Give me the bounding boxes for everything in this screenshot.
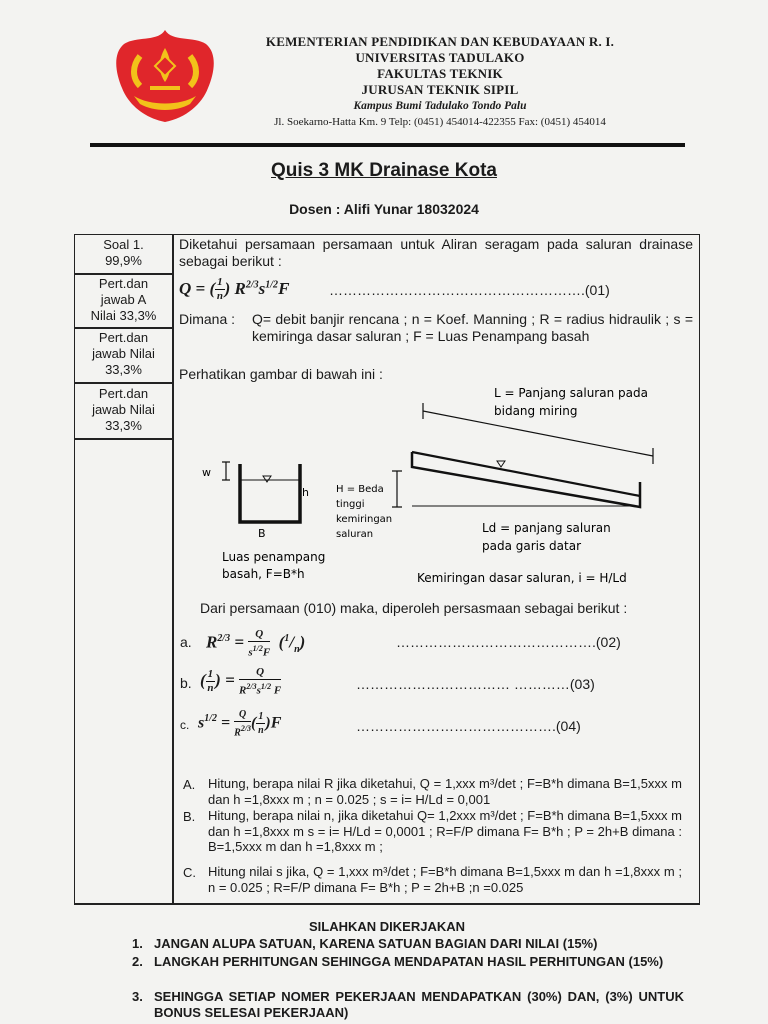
cell-line: Soal 1. bbox=[103, 237, 144, 252]
equation-02: a. $R^{2/3}$ = $\frac{Q}{s^{1/2}F}$ $(^1/_n)$ …………………………………….(02) bbox=[180, 628, 621, 659]
left-cell-b bbox=[74, 330, 173, 378]
eq02-label: a. bbox=[180, 634, 192, 650]
figure-b-label: B bbox=[258, 527, 266, 540]
instructions-heading: SILAHKAN DIKERJAKAN bbox=[308, 919, 465, 934]
row-divider bbox=[74, 438, 173, 440]
intro-text: Diketahui persamaan persamaan untuk Aliran seragam pada saluran drainase sebagai berikut : bbox=[179, 236, 693, 269]
row-divider bbox=[74, 273, 173, 275]
channel-figure bbox=[180, 384, 680, 594]
instruction-num: 2. bbox=[132, 954, 143, 969]
lecturer-line: Dosen : Alifi Yunar 18032024 bbox=[289, 201, 479, 217]
eq04-label: c. bbox=[180, 718, 190, 732]
equation-01: Q = ( $\frac{1}{n}$ ) $R^{2/3}s^{1/2}F$ ……………………………………………….(01) bbox=[179, 276, 610, 303]
letterhead-divider bbox=[90, 143, 685, 147]
cell-line: jawab Nilai bbox=[92, 346, 155, 361]
table-bottom-border bbox=[74, 903, 700, 905]
university-logo bbox=[110, 26, 220, 126]
letterhead bbox=[220, 34, 660, 130]
question-b-label: B. bbox=[183, 809, 196, 824]
figure-ld-1: Ld = panjang saluran bbox=[482, 521, 611, 535]
page-title: Quis 3 MK Drainase Kota bbox=[271, 160, 497, 181]
figure-h-label: h bbox=[302, 486, 309, 499]
figure-beda-4: saluran bbox=[336, 529, 374, 540]
cell-line: 33,3% bbox=[105, 418, 142, 433]
derived-intro: Dari persamaan (010) maka, diperoleh persasmaan sebagai berikut : bbox=[200, 600, 628, 616]
ministry-name: KEMENTERIAN PENDIDIKAN DAN KEBUDAYAAN R. I. bbox=[265, 34, 615, 49]
equation-01-ref: ……………………………………………….(01) bbox=[329, 282, 610, 298]
eq03-ref: …………………………… …………(03) bbox=[356, 676, 595, 692]
equation-03: b. ( $\frac{1}{n}$ ) = $\frac{Q}{R^{2/3}s^{1/2} F}$ …………………………… …………(03) bbox=[180, 666, 595, 697]
row-divider bbox=[74, 327, 173, 329]
cell-line: Pert.dan bbox=[98, 276, 149, 291]
figure-l-2: bidang miring bbox=[494, 404, 578, 418]
figure-kemiringan: Kemiringan dasar saluran, i = H/Ld bbox=[417, 571, 627, 585]
address-line: Jl. Soekarno-Hatta Km. 9 Telp: (0451) 454014-422355 Fax: (0451) 454014 bbox=[274, 116, 606, 128]
university-name: UNIVERSITAS TADULAKO bbox=[355, 50, 525, 65]
left-cell-a bbox=[74, 276, 173, 324]
figure-l-1: L = Panjang saluran pada bbox=[494, 386, 648, 400]
instruction-2: LANGKAH PERHITUNGAN SEHINGGA MENDAPATAN HASIL PERHITUNGAN (15%) bbox=[154, 954, 664, 969]
question-a-label: A. bbox=[183, 777, 196, 792]
perhatikan-text: Perhatikan gambar di bawah ini : bbox=[179, 366, 383, 382]
instruction-3: SEHINGGA SETIAP NOMER PEKERJAAN MENDAPATKAN (30%) DAN, (3%) UNTUK BONUS SELESAI PEKERJAAN) bbox=[154, 989, 684, 1020]
dimana-text: Q= debit banjir rencana ; n = Koef. Manning ; R = radius hidraulik ; s = kemiringa dasar saluran ; F = Luas Penampang basah bbox=[252, 311, 693, 344]
eq02-ref: …………………………………….(02) bbox=[396, 634, 621, 650]
figure-w-label: w bbox=[202, 466, 211, 479]
cell-line: 99,9% bbox=[105, 253, 142, 268]
cell-line: 33,3% bbox=[105, 362, 142, 377]
campus-name: Kampus Bumi Tadulako Tondo Palu bbox=[353, 100, 527, 112]
figure-beda-3: kemiringan bbox=[336, 514, 393, 525]
instruction-1: JANGAN ALUPA SATUAN, KARENA SATUAN BAGIAN DARI NILAI (15%) bbox=[154, 936, 598, 951]
cell-line: Pert.dan bbox=[98, 330, 149, 345]
cell-line: jawab Nilai bbox=[92, 402, 155, 417]
figure-beda-1: H = Beda bbox=[336, 484, 384, 495]
cell-line: Nilai 33,3% bbox=[90, 308, 157, 323]
dimana-label: Dimana : bbox=[179, 311, 236, 327]
left-cell-c bbox=[74, 386, 173, 434]
cell-line: Pert.dan bbox=[98, 386, 149, 401]
equation-04: c. $s^{1/2}$ = $\frac{Q}{R^{2/3}}$ ( $\frac{1}{n}$ )F …………………………………….(04) bbox=[180, 709, 581, 739]
question-c-label: C. bbox=[183, 865, 196, 880]
eq03-label: b. bbox=[180, 675, 192, 691]
figure-beda-2: tinggi bbox=[336, 499, 365, 510]
cell-line: jawab A bbox=[100, 292, 147, 307]
row-divider bbox=[74, 382, 173, 384]
figure-luas-1: Luas penampang bbox=[222, 550, 326, 564]
question-b-text: Hitung, berapa nilai n, jika diketahui Q= 1,2xxx m³/det ; F=B*h dimana B=1,5xxx m dan h =1,8xxx m s = i= H/Ld = 0,0001 ; R=F/P dimana F= B*h ; P = 2h+B dimana : B=1,5xxx m dan h =1,8xxx m ; bbox=[208, 808, 682, 854]
question-a-text: Hitung, berapa nilai R jika diketahui, Q = 1,xxx m³/det ; F=B*h dimana B=1,5xxx m dan h =1,8xxx m ; n = 0.025 ; s = i= H/Ld = 0,001 bbox=[208, 776, 682, 807]
figure-luas-2: basah, F=B*h bbox=[222, 567, 305, 581]
left-cell-soal bbox=[74, 237, 173, 269]
faculty-name: FAKULTAS TEKNIK bbox=[377, 66, 503, 81]
department-name: JURUSAN TEKNIK SIPIL bbox=[361, 82, 519, 97]
question-c-text: Hitung nilai s jika, Q = 1,xxx m³/det ; F=B*h dimana B=1,5xxx m dan h =1,8xxx m ; n = 0.025 ; R=F/P dimana F= B*h ; P = 2h+B ;n =0.025 bbox=[208, 864, 682, 895]
eq04-ref: …………………………………….(04) bbox=[356, 718, 581, 734]
instruction-num: 1. bbox=[132, 936, 143, 951]
figure-ld-2: pada garis datar bbox=[482, 539, 582, 553]
instruction-num: 3. bbox=[132, 989, 143, 1004]
